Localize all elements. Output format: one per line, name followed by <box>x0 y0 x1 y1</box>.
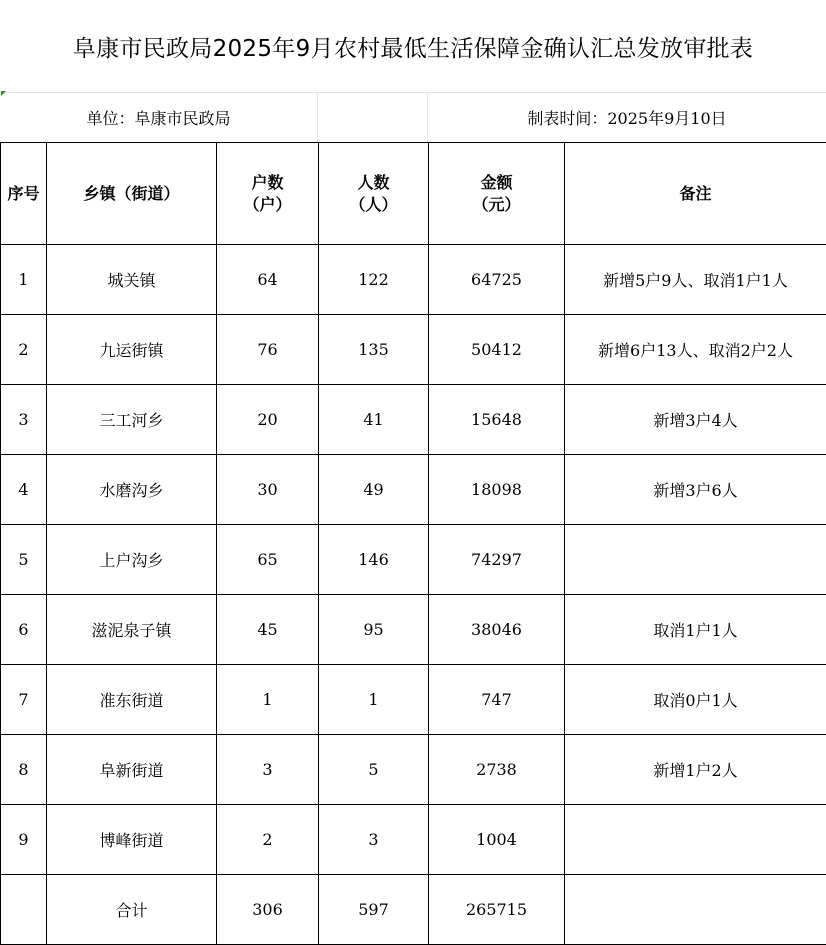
page-title: 阜康市民政局2025年9月农村最低生活保障金确认汇总发放审批表 <box>0 0 826 93</box>
cell-households: 3 <box>217 735 319 805</box>
cell-people: 146 <box>319 525 429 595</box>
cell-amount: 18098 <box>429 455 565 525</box>
cell-households: 45 <box>217 595 319 665</box>
cell-town: 城关镇 <box>47 245 217 315</box>
table-row <box>1 735 826 805</box>
cell-seq: 9 <box>1 805 47 875</box>
total-seq <box>1 875 47 945</box>
cell-amount: 38046 <box>429 595 565 665</box>
cell-town: 水磨沟乡 <box>47 455 217 525</box>
cell-people: 95 <box>319 595 429 665</box>
cell-amount: 2738 <box>429 735 565 805</box>
cell-people: 49 <box>319 455 429 525</box>
cell-town: 准东街道 <box>47 665 217 735</box>
header-people-line2: （人） <box>319 194 428 216</box>
cell-people: 3 <box>319 805 429 875</box>
meta-empty-cell <box>318 92 428 142</box>
cell-amount: 74297 <box>429 525 565 595</box>
header-people-line1: 人数 <box>319 172 428 194</box>
total-row <box>1 875 826 945</box>
cell-note: 新增3户4人 <box>565 385 826 455</box>
cell-people: 122 <box>319 245 429 315</box>
date-label: 制表时间：2025年9月10日 <box>428 92 826 142</box>
table-row <box>1 455 826 525</box>
table-row <box>1 245 826 315</box>
header-amount-line1: 金额 <box>429 172 564 194</box>
header-households-line1: 户数 <box>217 172 318 194</box>
cell-note: 新增3户6人 <box>565 455 826 525</box>
table-row <box>1 665 826 735</box>
cell-note: 新增6户13人、取消2户2人 <box>565 315 826 385</box>
header-people <box>319 143 429 245</box>
cell-seq: 1 <box>1 245 47 315</box>
cell-people: 1 <box>319 665 429 735</box>
header-households <box>217 143 319 245</box>
cell-households: 1 <box>217 665 319 735</box>
cell-amount: 1004 <box>429 805 565 875</box>
cell-town: 三工河乡 <box>47 385 217 455</box>
total-note <box>565 875 826 945</box>
table-row <box>1 805 826 875</box>
cell-note: 新增5户9人、取消1户1人 <box>565 245 826 315</box>
cell-town: 阜新街道 <box>47 735 217 805</box>
cell-seq: 3 <box>1 385 47 455</box>
meta-row <box>0 92 826 142</box>
cell-households: 64 <box>217 245 319 315</box>
cell-note: 取消1户1人 <box>565 595 826 665</box>
cell-seq: 8 <box>1 735 47 805</box>
cell-amount: 747 <box>429 665 565 735</box>
cell-seq: 2 <box>1 315 47 385</box>
cell-note: 新增1户2人 <box>565 735 826 805</box>
table-row <box>1 315 826 385</box>
cell-households: 20 <box>217 385 319 455</box>
total-amount: 265715 <box>429 875 565 945</box>
total-people: 597 <box>319 875 429 945</box>
cell-households: 30 <box>217 455 319 525</box>
table-row <box>1 595 826 665</box>
cell-households: 2 <box>217 805 319 875</box>
table-row <box>1 385 826 455</box>
cell-seq: 5 <box>1 525 47 595</box>
header-town: 乡镇（街道） <box>47 143 217 245</box>
header-seq: 序号 <box>1 143 47 245</box>
header-households-line2: （户） <box>217 194 318 216</box>
cell-households: 76 <box>217 315 319 385</box>
cell-note: 取消0户1人 <box>565 665 826 735</box>
cell-town: 滋泥泉子镇 <box>47 595 217 665</box>
cell-town: 博峰街道 <box>47 805 217 875</box>
cell-town: 九运街镇 <box>47 315 217 385</box>
cell-amount: 15648 <box>429 385 565 455</box>
cell-people: 135 <box>319 315 429 385</box>
table-header-row <box>1 143 826 245</box>
cell-amount: 64725 <box>429 245 565 315</box>
table-row <box>1 525 826 595</box>
cell-seq: 4 <box>1 455 47 525</box>
cell-households: 65 <box>217 525 319 595</box>
cell-amount: 50412 <box>429 315 565 385</box>
total-households: 306 <box>217 875 319 945</box>
cell-note <box>565 805 826 875</box>
header-amount <box>429 143 565 245</box>
cell-note <box>565 525 826 595</box>
cell-town: 上户沟乡 <box>47 525 217 595</box>
header-note: 备注 <box>565 143 826 245</box>
cell-people: 5 <box>319 735 429 805</box>
summary-table <box>0 142 826 945</box>
unit-label: 单位：阜康市民政局 <box>0 92 318 142</box>
cell-seq: 6 <box>1 595 47 665</box>
header-amount-line2: （元） <box>429 194 564 216</box>
cell-people: 41 <box>319 385 429 455</box>
total-label: 合计 <box>47 875 217 945</box>
cell-seq: 7 <box>1 665 47 735</box>
